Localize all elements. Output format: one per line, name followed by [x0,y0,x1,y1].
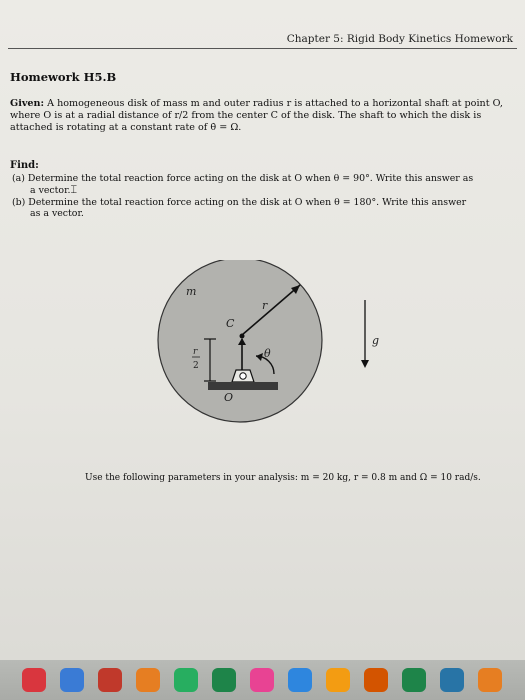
mass-label: m [186,285,197,298]
support-base [208,382,278,390]
pivot-label: O [224,391,234,404]
find-label: Find: [10,160,39,171]
disk-diagram [150,260,380,440]
gravity-arrowhead [361,360,369,368]
header-rule [8,48,517,49]
facetime-icon[interactable] [212,668,236,692]
find-part-b [12,197,517,219]
messages-icon[interactable] [174,668,198,692]
half-r-numerator: r [193,347,198,357]
gravity-label: g [372,334,380,347]
theta-label: θ [264,347,271,360]
excel-icon[interactable] [402,668,426,692]
find-a-line2: a vector. [30,185,71,196]
radius-label: r [262,299,268,312]
photos-icon[interactable] [136,668,160,692]
powerpoint-icon[interactable] [364,668,388,692]
music-icon[interactable] [250,668,274,692]
running-head: Chapter 5: Rigid Body Kinetics Homework [286,33,513,45]
given-label: Given: [10,98,45,109]
homework-title: Homework H5.B [10,70,117,84]
finder-icon[interactable] [22,668,46,692]
find-part-a [12,173,517,196]
calendar-icon[interactable] [98,668,122,692]
pages-icon[interactable] [326,668,350,692]
given-paragraph [10,98,515,134]
parameters-line: Use the following parameters in your analysis: m = 20 kg, r = 0.8 m and Ω = 10 rad/s. [85,473,481,483]
given-text: A homogeneous disk of mass m and outer radius r is attached to a horizontal shaft at point O, where O is at a radial distance of r/2 from the center C of the disk. The shaft to which the disk is attached is rotating at a constant rate of θ̇ = Ω. [10,98,503,133]
center-label: C [226,317,235,330]
disk [158,260,322,422]
pivot-pin [240,373,246,379]
half-r-denominator: 2 [193,361,199,371]
launchpad-icon[interactable] [60,668,84,692]
center-point [240,334,245,339]
outlook-icon[interactable] [440,668,464,692]
matlab-icon[interactable] [478,668,502,692]
find-b-line1: (b) Determine the total reaction force acting on the disk at O when θ = 180°. Write this answer [12,197,467,208]
dock [0,660,525,700]
app-store-icon[interactable] [288,668,312,692]
find-a-line1: (a) Determine the total reaction force acting on the disk at O when θ = 90°. Write this answer as [12,173,474,184]
text-cursor-icon: ⌶ [70,183,78,196]
find-b-line2: as a vector. [30,208,84,219]
